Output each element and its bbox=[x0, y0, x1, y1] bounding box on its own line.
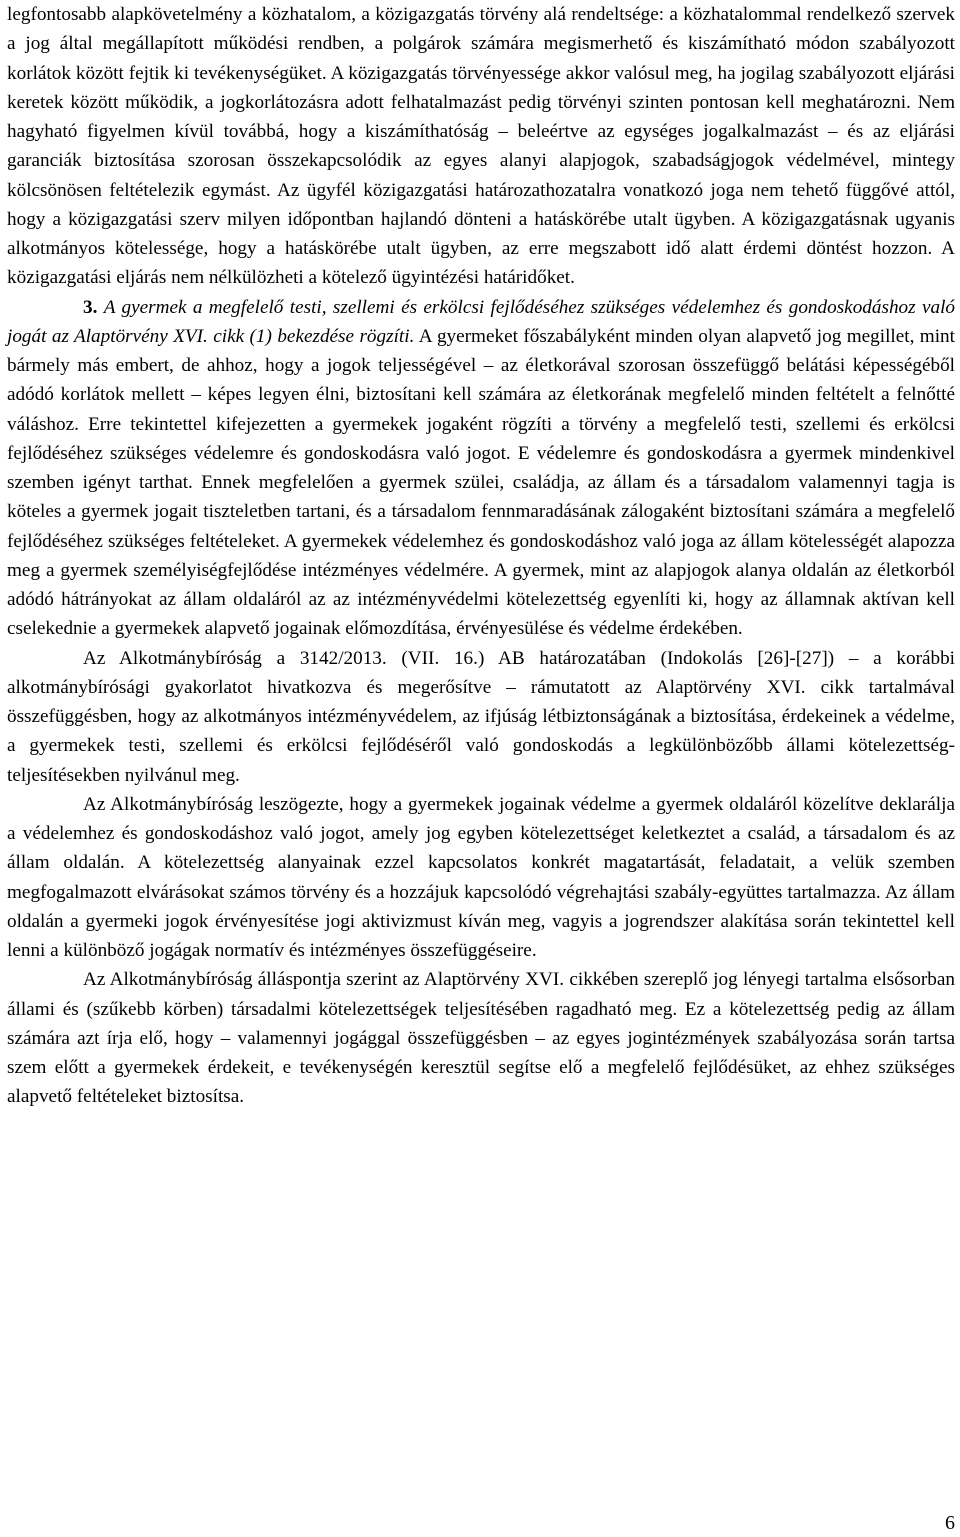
paragraph-1 bbox=[7, 0, 955, 293]
section-number: 3. bbox=[83, 296, 98, 318]
section-heading-emphasis: A gyermek a megfelelő testi, szellemi és erkölcsi fejlődéséhez szükséges védelemhez és gondoskodáshoz való jogát az Alaptörvény XVI. cikk (1) bekezdése rögzíti. bbox=[7, 296, 956, 347]
paragraph-text: Az Alkotmánybíróság leszögezte, hogy a gyermekek jogainak védelme a gyermek oldaláról közelítve deklarálja a védelemhez és gondoskodáshoz való jogot, amely jog egyben kötelezettséget keletkeztet a család, a társadalom és az állam oldalán. A kötelezettség alanyainak ezzel kapcsolatos konkrét magatartását, feladatait, a velük szemben megfogalmazott elvárásokat számos törvény és a hozzájuk kapcsolódó végrehajtási szabály-együttes tartalmazza. Az állam oldalán a gyermeki jogok érvényesítése jogi aktivizmust kíván meg, vagyis a jogrendszer alakítása során tekintettel kell lenni a különböző jogágak normatív és intézményes összefüggéseire. bbox=[7, 793, 955, 961]
paragraph-text: A gyermeket főszabályként minden olyan alapvető jog megillet, mint bármely más embert, de ahhoz, hogy a jogok teljességével – az életkorával szorosan összefüggő belátási képességéből adódó korlátok mellett – képes legyen élni, biztosítani kell számára az életkorának megfelelő minden feltételt a felnőtté váláshoz. Erre tekintettel kifejezetten a gyermekek jogaként rögzíti a törvény a megfelelő testi, szellemi és erkölcsi fejlődéséhez szükséges védelemre és gondoskodásra való jogot. E védelemre és gondoskodásra a gyermek mindenkivel szemben igényt tarthat. Ennek megfelelően a gyermek szülei, családja, az állam és a társadalom valamennyi tagja is köteles a gyermek jogait tiszteletben tartani, és a társadalom fennmaradásának zálogaként biztosítani számára a megfelelő fejlődéséhez szükséges feltételeket. A gyermekek védelemhez és gondoskodáshoz való joga az állam kötelességét alapozza meg a gyermek személyiségfejlődése intézményes védelmére. A gyermek, mint az alapjogok alanya oldalán az életkorból adódó hátrányokat az állam oldaláról az az intézményvédelmi kötelezettség egyenlíti ki, hogy az államnak aktívan kell cselekednie a gyermekek alapvető jogainak előmozdítása, érvényesülése és védelme érdekében. bbox=[7, 325, 955, 640]
paragraph-3 bbox=[7, 644, 955, 790]
document-body bbox=[7, 0, 955, 1112]
paragraph-5 bbox=[7, 965, 955, 1111]
paragraph-4 bbox=[7, 790, 955, 966]
paragraph-text: Az Alkotmánybíróság álláspontja szerint az Alaptörvény XVI. cikkében szereplő jog lényegi tartalma elsősorban állami és (szűkebb körben) társadalmi kötelezettségek teljesítésében ragadható meg. Ez a kötelezettség pedig az állam számára azt írja elő, hogy – valamennyi jogággal összefüggésben – az egyes jogintézmények szabályozása során tartsa szem előtt a gyermekek érdekeit, e tevékenységén keresztül segítse elő a megfelelő fejlődésüket, az ehhez szükséges alapvető feltételeket biztosítsa. bbox=[7, 969, 955, 1108]
page-number: 6 bbox=[945, 1512, 955, 1534]
paragraph-text: legfontosabb alapkövetelmény a közhatalom, a közigazgatás törvény alá rendeltsége: a közhatalommal rendelkező szervek a jog által megállapított működési rendben, a polgárok számára megismerhető és kiszámítható módon szabályozott korlátok között fejtik ki tevékenységüket. A közigazgatás törvényessége akkor valósul meg, ha jogilag szabályozott eljárási keretek között működik, a jogkorlátozásra adott felhatalmazást pedig törvényi szinten pontosan kell meghatározni. Nem hagyható figyelmen kívül továbbá, hogy a kiszámíthatóság – beleértve az egységes jogalkalmazást – és az eljárási garanciák biztosítása szorosan összekapcsolódik az egyes alanyi alapjogok, szabadságjogok védelmével, mintegy kölcsönösen feltételezik egymást. Az ügyfél közigazgatási határozathozatalra vonatkozó joga nem tehető függővé attól, hogy a közigazgatási szerv milyen időpontban hajlandó dönteni a hatáskörébe utalt ügyben. A közigazgatásnak ugyanis alkotmányos kötelessége, hogy a hatáskörébe utalt ügyben, az erre megszabott idő alatt érdemi döntést hozzon. A közigazgatási eljárás nem nélkülözheti a kötelező ügyintézési határidőket. bbox=[7, 4, 955, 289]
paragraph-2 bbox=[7, 293, 955, 644]
paragraph-text: Az Alkotmánybíróság a 3142/2013. (VII. 16.) AB határozatában (Indokolás [26]-[27]) – a korábbi alkotmánybírósági gyakorlatot hivatkozva és megerősítve – rámutatott az Alaptörvény XVI. cikk tartalmával összefüggésben, hogy az alkotmányos intézményvédelem, az ifjúság létbiztonságának a biztosítása, érdekeinek a védelme, a gyermekek testi, szellemi és erkölcsi fejlődéséről való gondoskodás a legkülönbözőbb állami kötelezettség-teljesítésekben nyilvánul meg. bbox=[7, 647, 955, 786]
